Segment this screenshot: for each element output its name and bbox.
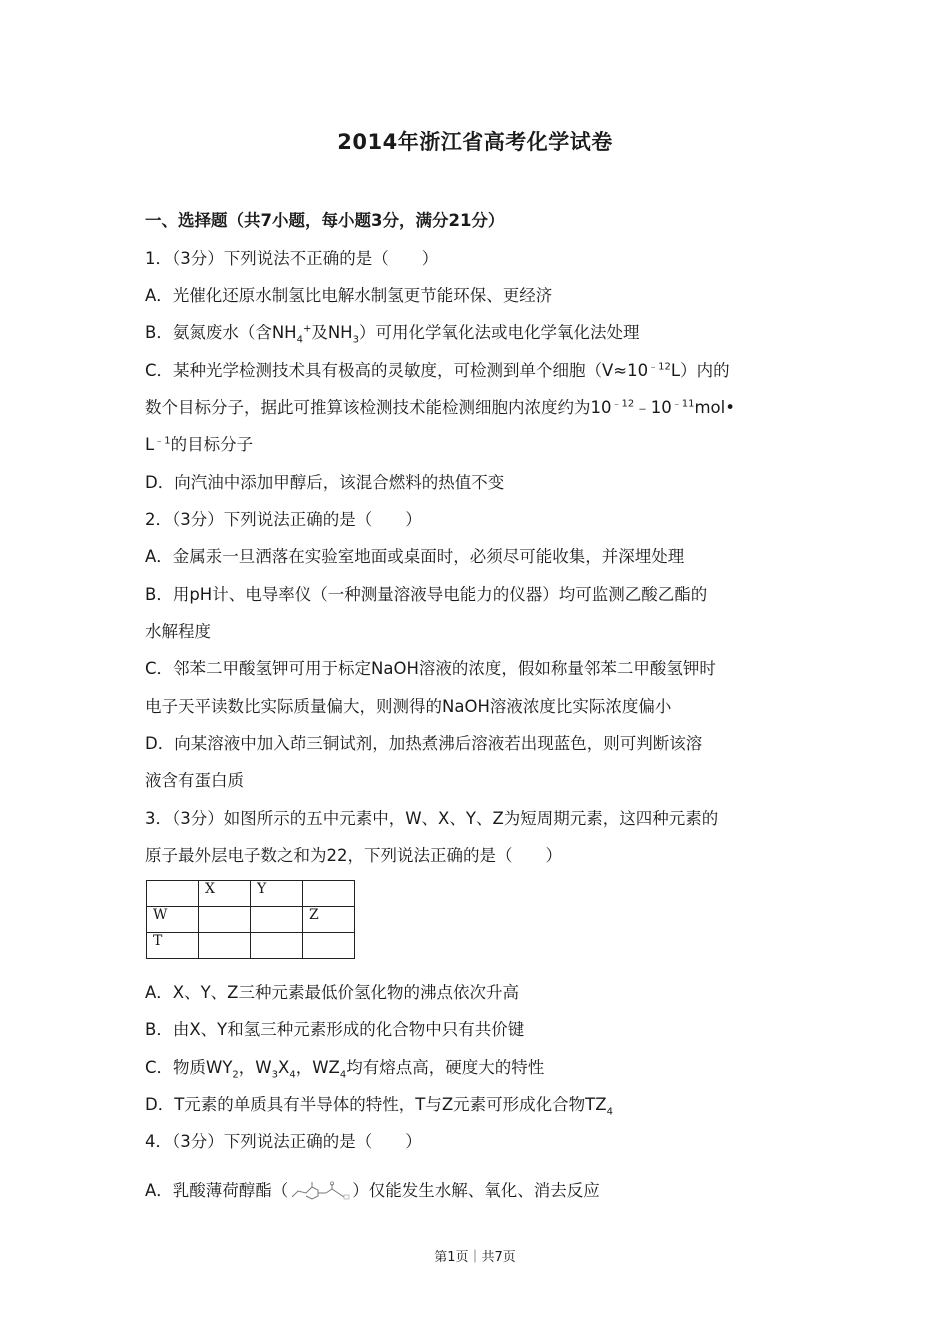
- table-cell: [199, 933, 251, 959]
- table-cell: Z: [303, 907, 355, 933]
- table-cell: [251, 907, 303, 933]
- q2-option-c-line1: C．邻苯二甲酸氢钾可用于标定NaOH溶液的浓度，假如称量邻苯二甲酸氢钾时: [145, 659, 716, 678]
- table-cell: [303, 933, 355, 959]
- q1-stem: 1．（3分）下列说法不正确的是（ ）: [145, 249, 439, 268]
- q3-option-c: C．物质$WY_2$，$W_3X_4$，$WZ_4$均有熔点高，硬度大的特性: [145, 1058, 545, 1081]
- q1-option-a: A．光催化还原水制氢比电解水制氢更节能环保、更经济: [145, 286, 553, 305]
- q2-option-c-line2: 电子天平读数比实际质量偏大，则测得的NaOH溶液浓度比实际浓度偏小: [145, 697, 672, 716]
- q3-option-a: A．X、Y、Z三种元素最低价氢化物的沸点依次升高: [145, 983, 519, 1002]
- periodic-table-fragment: [146, 880, 355, 959]
- table-cell: X: [199, 881, 251, 907]
- q3-stem-line2: 原子最外层电子数之和为22，下列说法正确的是（ ）: [145, 846, 562, 865]
- q2-option-b-line1: B．用pH计、电导率仪（一种测量溶液导电能力的仪器）均可监测乙酸乙酯的: [145, 585, 708, 604]
- q1-option-c-line3: $L^{﹣1}$的目标分子: [145, 435, 254, 454]
- q3-stem-line1: 3．（3分）如图所示的五中元素中，W、X、Y、Z为短周期元素，这四种元素的: [145, 809, 719, 828]
- table-cell: W: [147, 907, 199, 933]
- table-cell: [199, 907, 251, 933]
- section-heading: 一、选择题（共7小题，每小题3分，满分21分）: [145, 211, 505, 230]
- q2-option-d-line2: 液含有蛋白质: [145, 771, 244, 790]
- q1-option-c-line1: C．某种光学检测技术具有极高的灵敏度，可检测到单个细胞$(V\approx 10^{﹣12}L)$内的: [145, 361, 730, 380]
- q2-stem: 2．（3分）下列说法正确的是（ ）: [145, 510, 422, 529]
- q3-option-d: D．T元素的单质具有半导体的特性，T与Z元素可形成化合物$TZ_4$: [145, 1095, 613, 1118]
- molecule-structure-icon: [288, 1181, 352, 1203]
- table-cell: [303, 881, 355, 907]
- page-footer: 第1页｜共7页: [434, 1250, 516, 1265]
- q2-option-b-line2: 水解程度: [145, 622, 211, 641]
- table-cell: [147, 881, 199, 907]
- table-cell: Y: [251, 881, 303, 907]
- q2-option-d-line1: D．向某溶液中加入茚三铜试剂，加热煮沸后溶液若出现蓝色，则可判断该溶: [145, 734, 703, 753]
- page-title: 2014年浙江省高考化学试卷: [337, 130, 613, 154]
- q3-option-b: B．由X、Y和氢三种元素形成的化合物中只有共价键: [145, 1020, 525, 1039]
- q1-option-b: B．氨氮废水（含$NH_4^+$及$NH_3$）可用化学氧化法或电化学氧化法处理: [145, 323, 640, 346]
- q1-option-d: D．向汽油中添加甲醇后，该混合燃料的热值不变: [145, 473, 505, 492]
- q1-option-c-line2: 数个目标分子，据此可推算该检测技术能检测细胞内浓度约为$10^{﹣12}﹣10^{﹣11}mol•$: [145, 398, 735, 417]
- table-cell: T: [147, 933, 199, 959]
- q4-option-a: A．乳酸薄荷醇酯（ ）仅能发生水解、氧化、消去反应: [145, 1180, 600, 1203]
- table-cell: [251, 933, 303, 959]
- q2-option-a: A．金属汞一旦洒落在实验室地面或桌面时，必须尽可能收集，并深埋处理: [145, 547, 685, 566]
- q4-stem: 4．（3分）下列说法正确的是（ ）: [145, 1132, 422, 1151]
